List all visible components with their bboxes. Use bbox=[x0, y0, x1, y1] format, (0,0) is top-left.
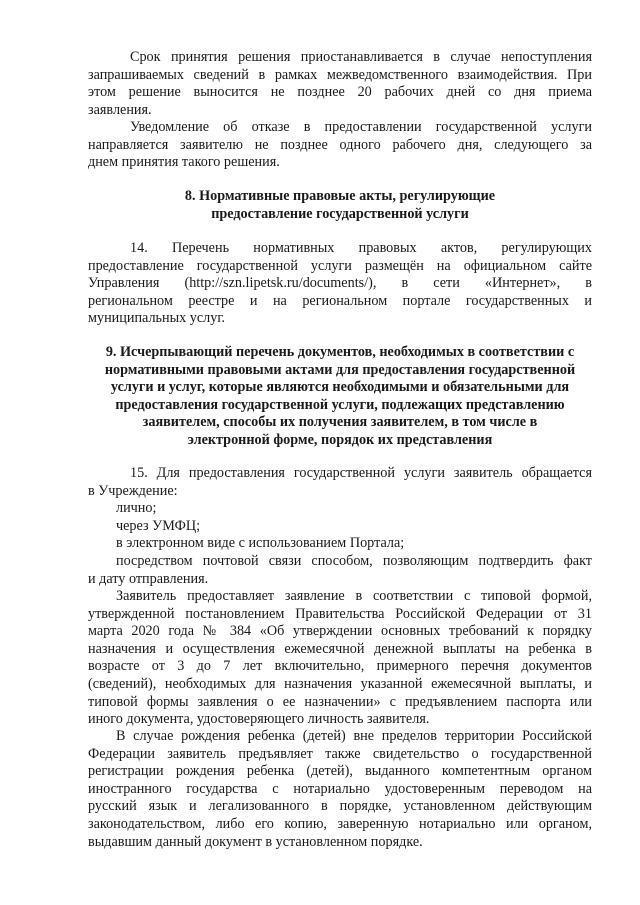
paragraph-suspension bbox=[88, 49, 592, 119]
heading-line: заявителем, способы их получения заявителем, в том числе в bbox=[142, 414, 538, 431]
text-line: 15. Для предоставления государственной услуги заявитель обращается bbox=[130, 465, 592, 481]
text-line: Уведомление об отказе в предоставлении государственной услуги bbox=[130, 119, 592, 135]
text-line: этом решение выносится не позднее 20 рабочих дней со дня приема bbox=[88, 84, 592, 101]
text-line: направляется заявителю не позднее одного рабочего дня, следующего за bbox=[88, 136, 592, 153]
heading-line: нормативными правовыми актами для предоставления государственной bbox=[104, 361, 576, 378]
text-line: выдавшим данный документ в установленном порядке. bbox=[88, 833, 423, 850]
section-heading-9 bbox=[88, 344, 592, 450]
text-line: типовой формы заявления о ее назначении» с предъявлением паспорта или bbox=[88, 693, 592, 710]
text-line: Федерации заявитель предъявляет также свидетельство о государственной bbox=[88, 745, 592, 762]
text-line: назначения и осуществления ежемесячной денежной выплаты на ребенка в bbox=[88, 640, 592, 657]
heading-line: 9. Исчерпывающий перечень документов, необходимых в соответствии с bbox=[105, 344, 575, 360]
paragraph-application bbox=[88, 588, 592, 729]
text-line: утвержденной постановлением Правительства Российской Федерации от 31 bbox=[88, 605, 592, 622]
heading-line: предоставления государственной услуги, подлежащих представлению bbox=[115, 396, 565, 413]
text-line: (сведений), необходимых для назначения указанной ежемесячной выплаты, и bbox=[88, 675, 592, 692]
text-line: посредством почтовой связи способом, позволяющим подтвердить факт bbox=[116, 553, 592, 569]
text-line: возрасте от 3 до 7 лет включительно, примерного перечня документов bbox=[88, 658, 592, 675]
text-line: и дату отправления. bbox=[88, 570, 209, 587]
text-line: регистрации рождения ребенка (детей), выданного компетентным органом bbox=[88, 763, 592, 780]
paragraph-14 bbox=[88, 240, 592, 328]
paragraph-post bbox=[88, 553, 592, 588]
list-item: через УМФЦ; bbox=[116, 517, 201, 534]
heading-line: электронной форме, порядок их представления bbox=[187, 431, 493, 448]
text-line: предоставление государственной услуги размещён на официальном сайте bbox=[88, 257, 592, 274]
text-line: запрашиваемых сведений в рамках межведомственного взаимодействия. При bbox=[88, 66, 592, 83]
text-line: русский язык и легализованного в порядке, установленном действующим bbox=[88, 798, 592, 815]
text-line: В случае рождения ребенка (детей) вне пределов территории Российской bbox=[116, 728, 592, 744]
text-line: Срок принятия решения приостанавливается в случае непоступления bbox=[130, 49, 592, 65]
heading-line: 8. Нормативные правовые акты, регулирующие bbox=[184, 188, 496, 204]
text-line: муниципальных услуг. bbox=[88, 310, 226, 327]
text-line: днем принятия такого решения. bbox=[88, 154, 280, 171]
text-line: региональном реестре и на региональном портале государственных и bbox=[88, 292, 592, 309]
text-line: заявления. bbox=[88, 101, 152, 118]
section-heading-8 bbox=[88, 188, 592, 223]
text-line: марта 2020 года № 384 «Об утверждении основных требований к порядку bbox=[88, 623, 592, 640]
paragraph-15 bbox=[88, 465, 592, 500]
heading-line: предоставление государственной услуги bbox=[211, 205, 469, 222]
text-line: иностранного государства с нотариально удостоверенным переводом на bbox=[88, 780, 592, 797]
list-item: лично; bbox=[116, 500, 157, 516]
text-line: в Учреждение: bbox=[88, 482, 178, 499]
paragraph-refusal-notice bbox=[88, 119, 592, 172]
text-line: законодательством, либо его копию, заверенную нотариально или органом, bbox=[88, 815, 592, 832]
heading-line: услуги и услуг, которые являются необходимыми и обязательными для bbox=[110, 379, 570, 396]
text-line: Управления (http://szn.lipetsk.ru/documents/), в сети «Интернет», в bbox=[88, 275, 592, 292]
text-line: 14. Перечень нормативных правовых актов, регулирующих bbox=[130, 240, 592, 256]
text-line: Заявитель предоставляет заявление в соответствии с типовой формой, bbox=[116, 588, 592, 604]
paragraph-birth-abroad bbox=[88, 728, 592, 851]
text-line: иного документа, удостоверяющего личность заявителя. bbox=[88, 711, 430, 728]
list-item: в электронном виде с использованием Портала; bbox=[116, 535, 405, 552]
